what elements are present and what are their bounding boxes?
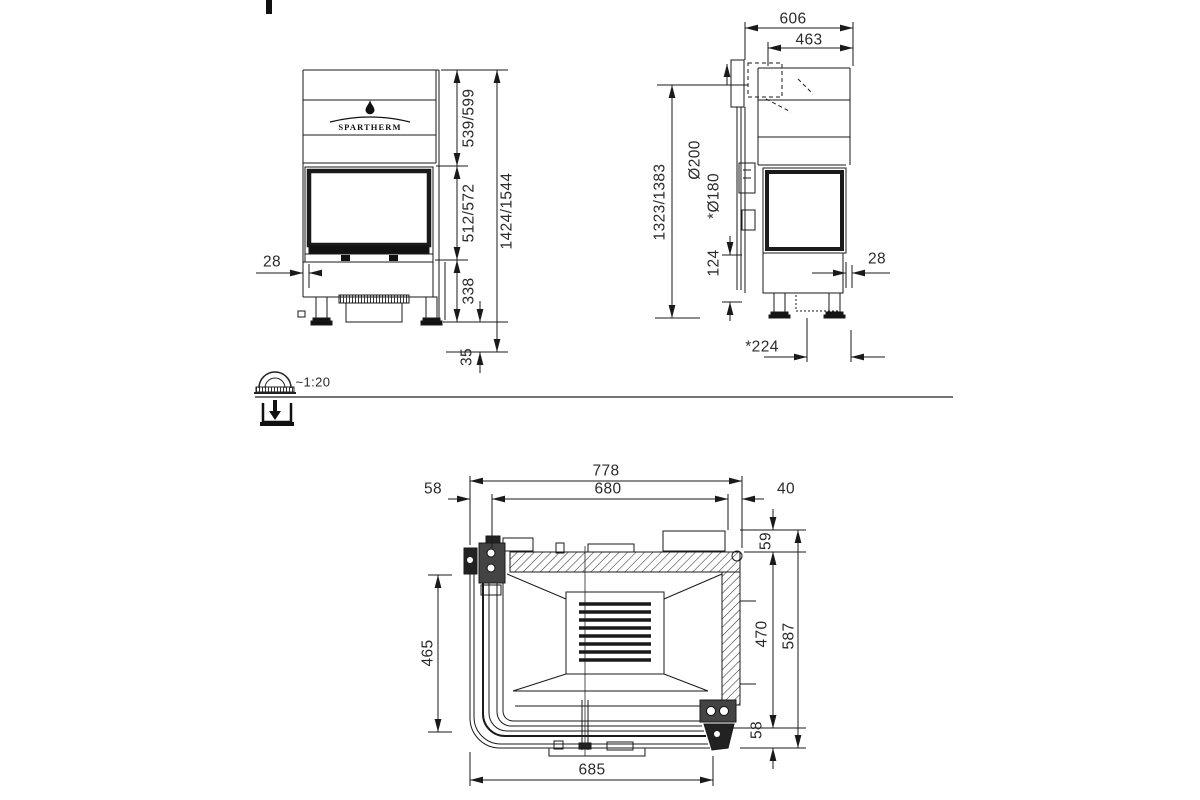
dim-foot-position: *224: [745, 338, 779, 356]
dim-front-feet-adjust: 35: [458, 347, 476, 367]
scale-indicator: [254, 372, 953, 424]
dim-plan-glass-depth: 465: [419, 639, 437, 667]
crop-mark: [266, 0, 272, 14]
dim-front-hood-height: 539/599: [460, 88, 478, 148]
protractor-icon: [254, 372, 296, 393]
dim-plan-depth-inner: 470: [753, 620, 771, 648]
brand-logo: [327, 99, 413, 132]
brand-name: SPARTHERM: [338, 122, 402, 132]
dim-plan-rear-gap: 59: [757, 531, 775, 551]
dim-plan-right-offset: 40: [776, 480, 796, 498]
dim-flue-center-height: 1323/1383: [651, 163, 669, 241]
dim-front-side-offset: 28: [262, 253, 282, 271]
side-view-dimensions: [655, 22, 890, 362]
dim-flue-inner-diameter: *Ø180: [705, 173, 723, 219]
flame-icon: [365, 99, 375, 115]
dim-flue-outer-diameter: Ø200: [686, 140, 704, 180]
dim-plan-door-width: 685: [578, 761, 606, 779]
download-icon: [260, 400, 294, 424]
scale-note: ~1:20: [295, 374, 331, 390]
dim-front-glass-height: 512/572: [460, 183, 478, 243]
dim-plan-width-inner: 680: [594, 480, 622, 498]
dim-plan-width-total: 778: [592, 462, 620, 480]
dim-plan-front-band: 58: [748, 720, 766, 740]
dim-side-depth-total: 606: [779, 10, 807, 28]
dim-plan-depth-total: 587: [780, 622, 798, 650]
dim-base-clearance: 124: [705, 249, 723, 277]
dim-front-base-height: 338: [460, 277, 478, 305]
hinge-bottom-right: [700, 700, 736, 750]
side-elevation-view: [731, 60, 850, 318]
dim-side-front-offset: 28: [867, 250, 887, 268]
dim-side-depth-upper: 463: [795, 31, 823, 49]
dim-front-total-height: 1424/1544: [498, 172, 516, 250]
plan-view-dimensions: [428, 476, 806, 786]
plan-view: [464, 531, 756, 756]
dim-plan-left-offset: 58: [423, 480, 443, 498]
